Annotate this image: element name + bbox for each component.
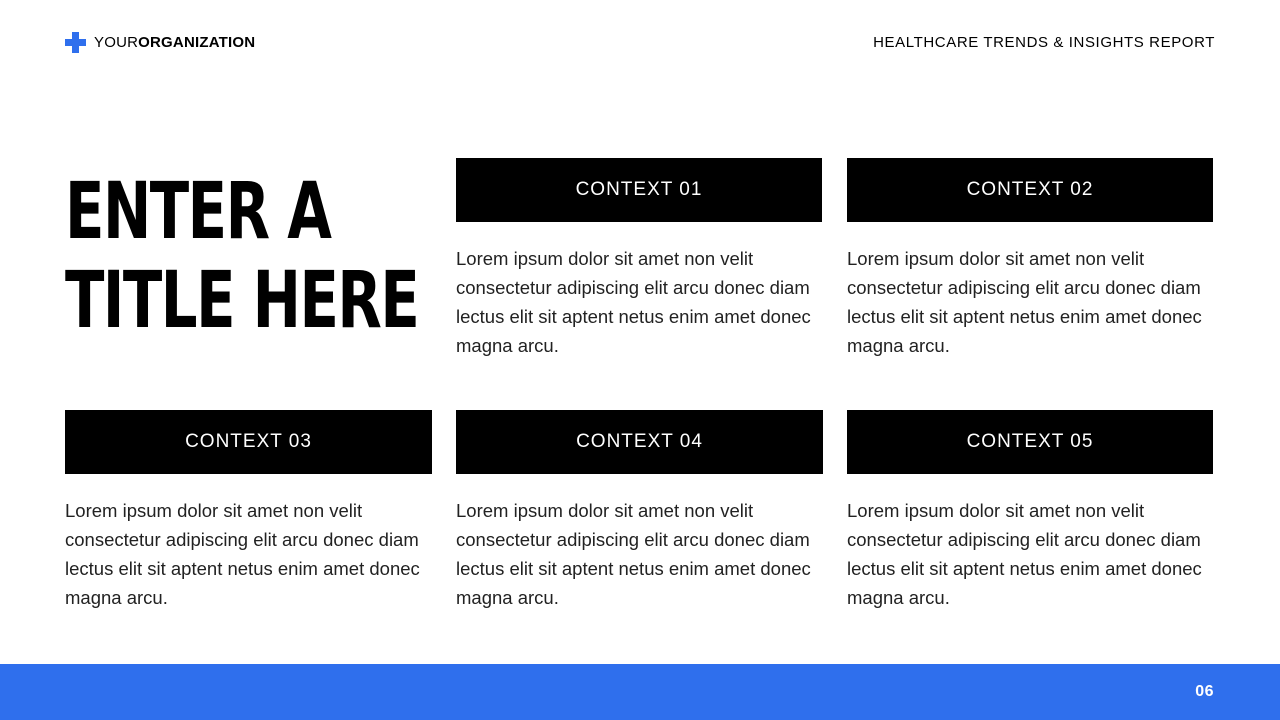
context-card-05 — [847, 410, 1213, 612]
context-card-body: Lorem ipsum dolor sit amet non velit consectetur adipiscing elit arcu donec diam lectus elit sit aptent netus enim amet donec magna arcu. — [847, 500, 1202, 608]
page-number: 06 — [1195, 683, 1214, 700]
plus-icon — [65, 32, 86, 53]
context-card-02 — [847, 158, 1213, 360]
context-card-03 — [65, 410, 432, 612]
context-card-01 — [456, 158, 822, 360]
slide-title-line-1: ENTER A — [65, 167, 331, 257]
context-card-header: CONTEXT 01 — [456, 158, 822, 222]
context-card-body: Lorem ipsum dolor sit amet non velit consectetur adipiscing elit arcu donec diam lectus elit sit aptent netus enim amet donec magna arcu. — [456, 248, 811, 356]
context-card-header: CONTEXT 04 — [456, 410, 823, 474]
brand-prefix: YOUR — [94, 34, 139, 51]
slide-title-line-2: TITLE HERE — [65, 256, 419, 346]
context-card-body: Lorem ipsum dolor sit amet non velit consectetur adipiscing elit arcu donec diam lectus elit sit aptent netus enim amet donec magna arcu. — [65, 500, 420, 608]
brand-bold: ORGANIZATION — [138, 34, 256, 51]
context-card-header: CONTEXT 03 — [65, 410, 432, 474]
context-card-header: CONTEXT 02 — [847, 158, 1213, 222]
report-title: HEALTHCARE TRENDS & INSIGHTS REPORT — [873, 34, 1215, 51]
context-card-04 — [456, 410, 823, 612]
context-card-header: CONTEXT 05 — [847, 410, 1213, 474]
footer-bar — [0, 664, 1280, 720]
context-card-body: Lorem ipsum dolor sit amet non velit consectetur adipiscing elit arcu donec diam lectus elit sit aptent netus enim amet donec magna arcu. — [456, 500, 811, 608]
slide-title — [65, 167, 419, 346]
context-card-body: Lorem ipsum dolor sit amet non velit consectetur adipiscing elit arcu donec diam lectus elit sit aptent netus enim amet donec magna arcu. — [847, 248, 1202, 356]
brand-name — [94, 34, 255, 51]
brand-logo — [65, 32, 255, 53]
